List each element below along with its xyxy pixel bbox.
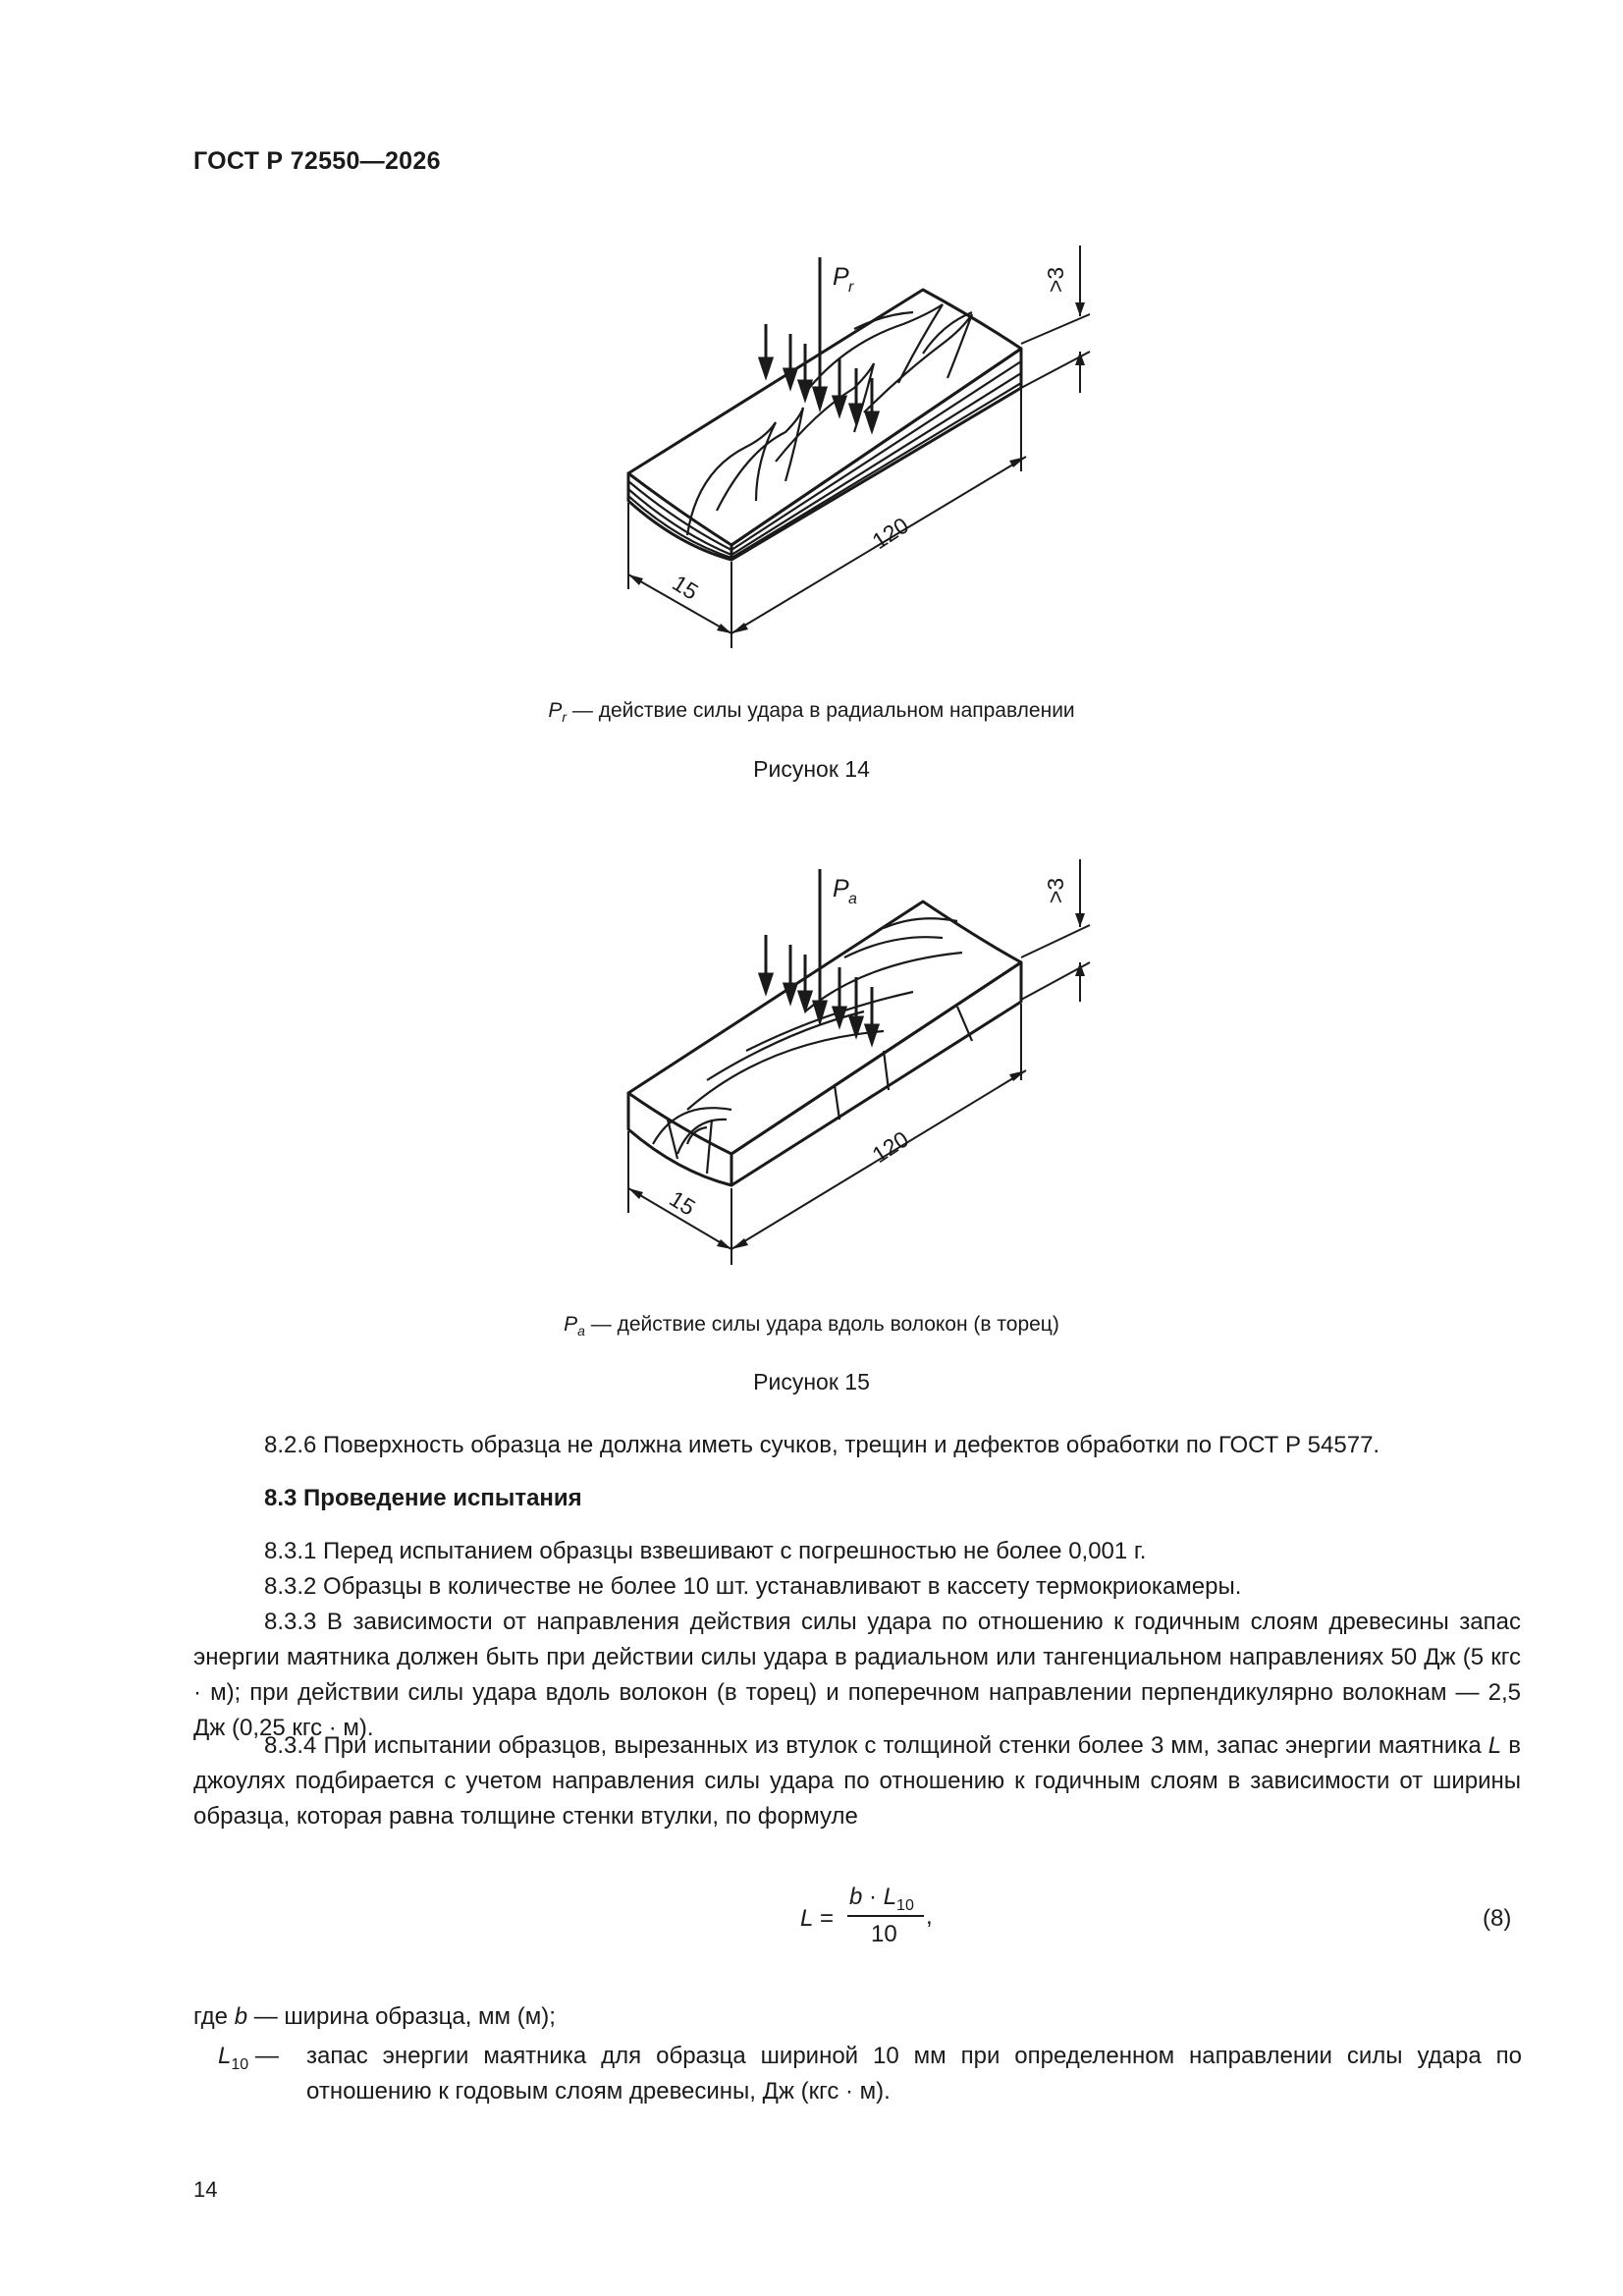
paragraph-8-3-2: 8.3.2 Образцы в количестве не более 10 шт. устанавливают в кассету термокриокамеры.: [264, 1573, 1242, 1600]
dim-depth-label: >3: [1043, 877, 1068, 903]
force-label-subscript: r: [848, 279, 854, 296]
figure-15-caption: Рисунок 15: [753, 1369, 870, 1394]
specimen-top-face: [628, 902, 1021, 1154]
where-l10-symbol: $L_{10}$ —: [218, 2043, 279, 2073]
growth-rings: [628, 304, 1021, 558]
formula-8: L = $b \cdot L_{10}$ 10 ,: [800, 1884, 933, 1947]
force-label-subscript: a: [848, 891, 857, 907]
dimension-lines: [628, 859, 1090, 1265]
dim-length-label: 120: [867, 1125, 913, 1169]
where-b: где b — ширина образца, мм (м);: [193, 2003, 556, 2030]
dim-depth-label: >3: [1043, 266, 1068, 293]
figure-15-drawing: [589, 849, 1119, 1272]
section-heading-8-3: 8.3 Проведение испытания: [264, 1485, 582, 1511]
dim-width-label: 15: [668, 570, 703, 605]
figure-14-drawing: [589, 236, 1119, 658]
figure-14-caption: Рисунок 14: [753, 756, 870, 782]
paragraph-8-2-6: 8.2.6 Поверхность образца не должна иметь сучков, трещин и дефектов обработки по ГОСТ Р 54577.: [264, 1432, 1380, 1458]
force-label: P: [833, 263, 849, 291]
specimen-end-face: [628, 1093, 731, 1185]
where-l10-text: запас энергии маятника для образца шириной 10 мм при определенном направлении силы удара по отношению к годовым слоям древесины, Дж (кгс · м).: [306, 2043, 1522, 2105]
force-label: P: [833, 875, 849, 902]
paragraph-8-3-1: 8.3.1 Перед испытанием образцы взвешивают с погрешностью не более 0,001 г.: [264, 1538, 1147, 1564]
paragraph-8-3-3: 8.3.3 В зависимости от направления действия силы удара по отношению к годичным слоям древесины запас энергии маятника должен быть при действии силы удара в радиальном или тангенциальном направлениях 50 Дж (5 кгс · м); при действии силы удара вдоль волокон (в торец) и поперечном направлении перпендикулярно волокнам — 2,5 Дж (0,25 кгс · м).: [193, 1609, 1521, 1741]
fraction-bar: [847, 1915, 924, 1917]
force-arrows: [760, 869, 878, 1043]
document-header: ГОСТ Р 72550—2026: [193, 147, 441, 175]
formula-number: (8): [1483, 1905, 1512, 1932]
paragraph-8-3-4: 8.3.4 При испытании образцов, вырезанных из втулок с толщиной стенки более 3 мм, запас энергии маятника L в джоулях подбирается с учетом направления силы удара по отношению к годичным слоям в зависимости от ширины образца, которая равна толщине стенки втулки, по формуле: [193, 1732, 1522, 1830]
dim-length-label: 120: [867, 512, 913, 555]
page-number: 14: [193, 2177, 218, 2202]
dim-width-label: 15: [665, 1185, 700, 1221]
figure-15-legend: $P_a$ — действие силы удара вдоль волокон (в торец): [564, 1313, 1059, 1339]
figure-14-legend: $P_r$ — действие силы удара в радиальном направлении: [548, 699, 1075, 726]
